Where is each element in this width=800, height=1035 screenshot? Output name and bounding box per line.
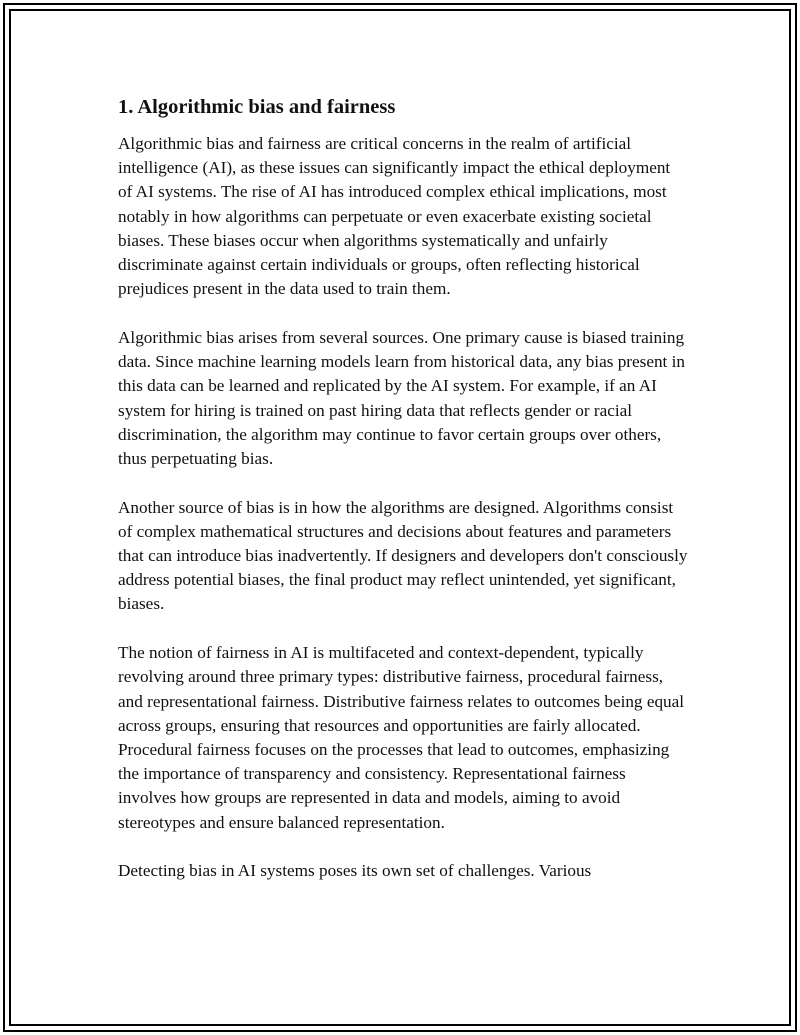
document-body	[118, 94, 688, 908]
paragraph-5: Detecting bias in AI systems poses its own set of challenges. Various	[118, 861, 592, 881]
paragraph-4: The notion of fairness in AI is multifaceted and context-dependent, typically revolving around three primary types: distributive fairness, procedural fairness, and representational fairness. Distributive fairness relates to outcomes being equal across groups, ensuring that resources and opportunities are fairly allocated. Procedural fairness focuses on the processes that lead to outcomes, emphasizing the importance of transparency and consistency. Representational fairness involves how groups are represented in data and models, aiming to avoid stereotypes and ensure balanced representation.	[118, 643, 685, 832]
section-heading: 1. Algorithmic bias and fairness	[118, 96, 396, 118]
paragraph-1: Algorithmic bias and fairness are critical concerns in the realm of artificial intelligence (AI), as these issues can significantly impact the ethical deployment of AI systems. The rise of AI has introduced complex ethical implications, most notably in how algorithms can perpetuate or even exacerbate existing societal biases. These biases occur when algorithms systematically and unfairly discriminate against certain individuals or groups, often reflecting historical prejudices present in the data used to train them.	[118, 134, 671, 299]
paragraph-2: Algorithmic bias arises from several sources. One primary cause is biased training data. Since machine learning models learn from historical data, any bias present in this data can be learned and replicated by the AI system. For example, if an AI system for hiring is trained on past hiring data that reflects gender or racial discrimination, the algorithm may continue to favor certain groups over others, thus perpetuating bias.	[118, 327, 685, 468]
paragraph-3: Another source of bias is in how the algorithms are designed. Algorithms consist of complex mathematical structures and decisions about features and parameters that can introduce bias inadvertently. If designers and developers don't consciously address potential biases, the final product may reflect unintended, yet significant, biases.	[118, 497, 688, 614]
